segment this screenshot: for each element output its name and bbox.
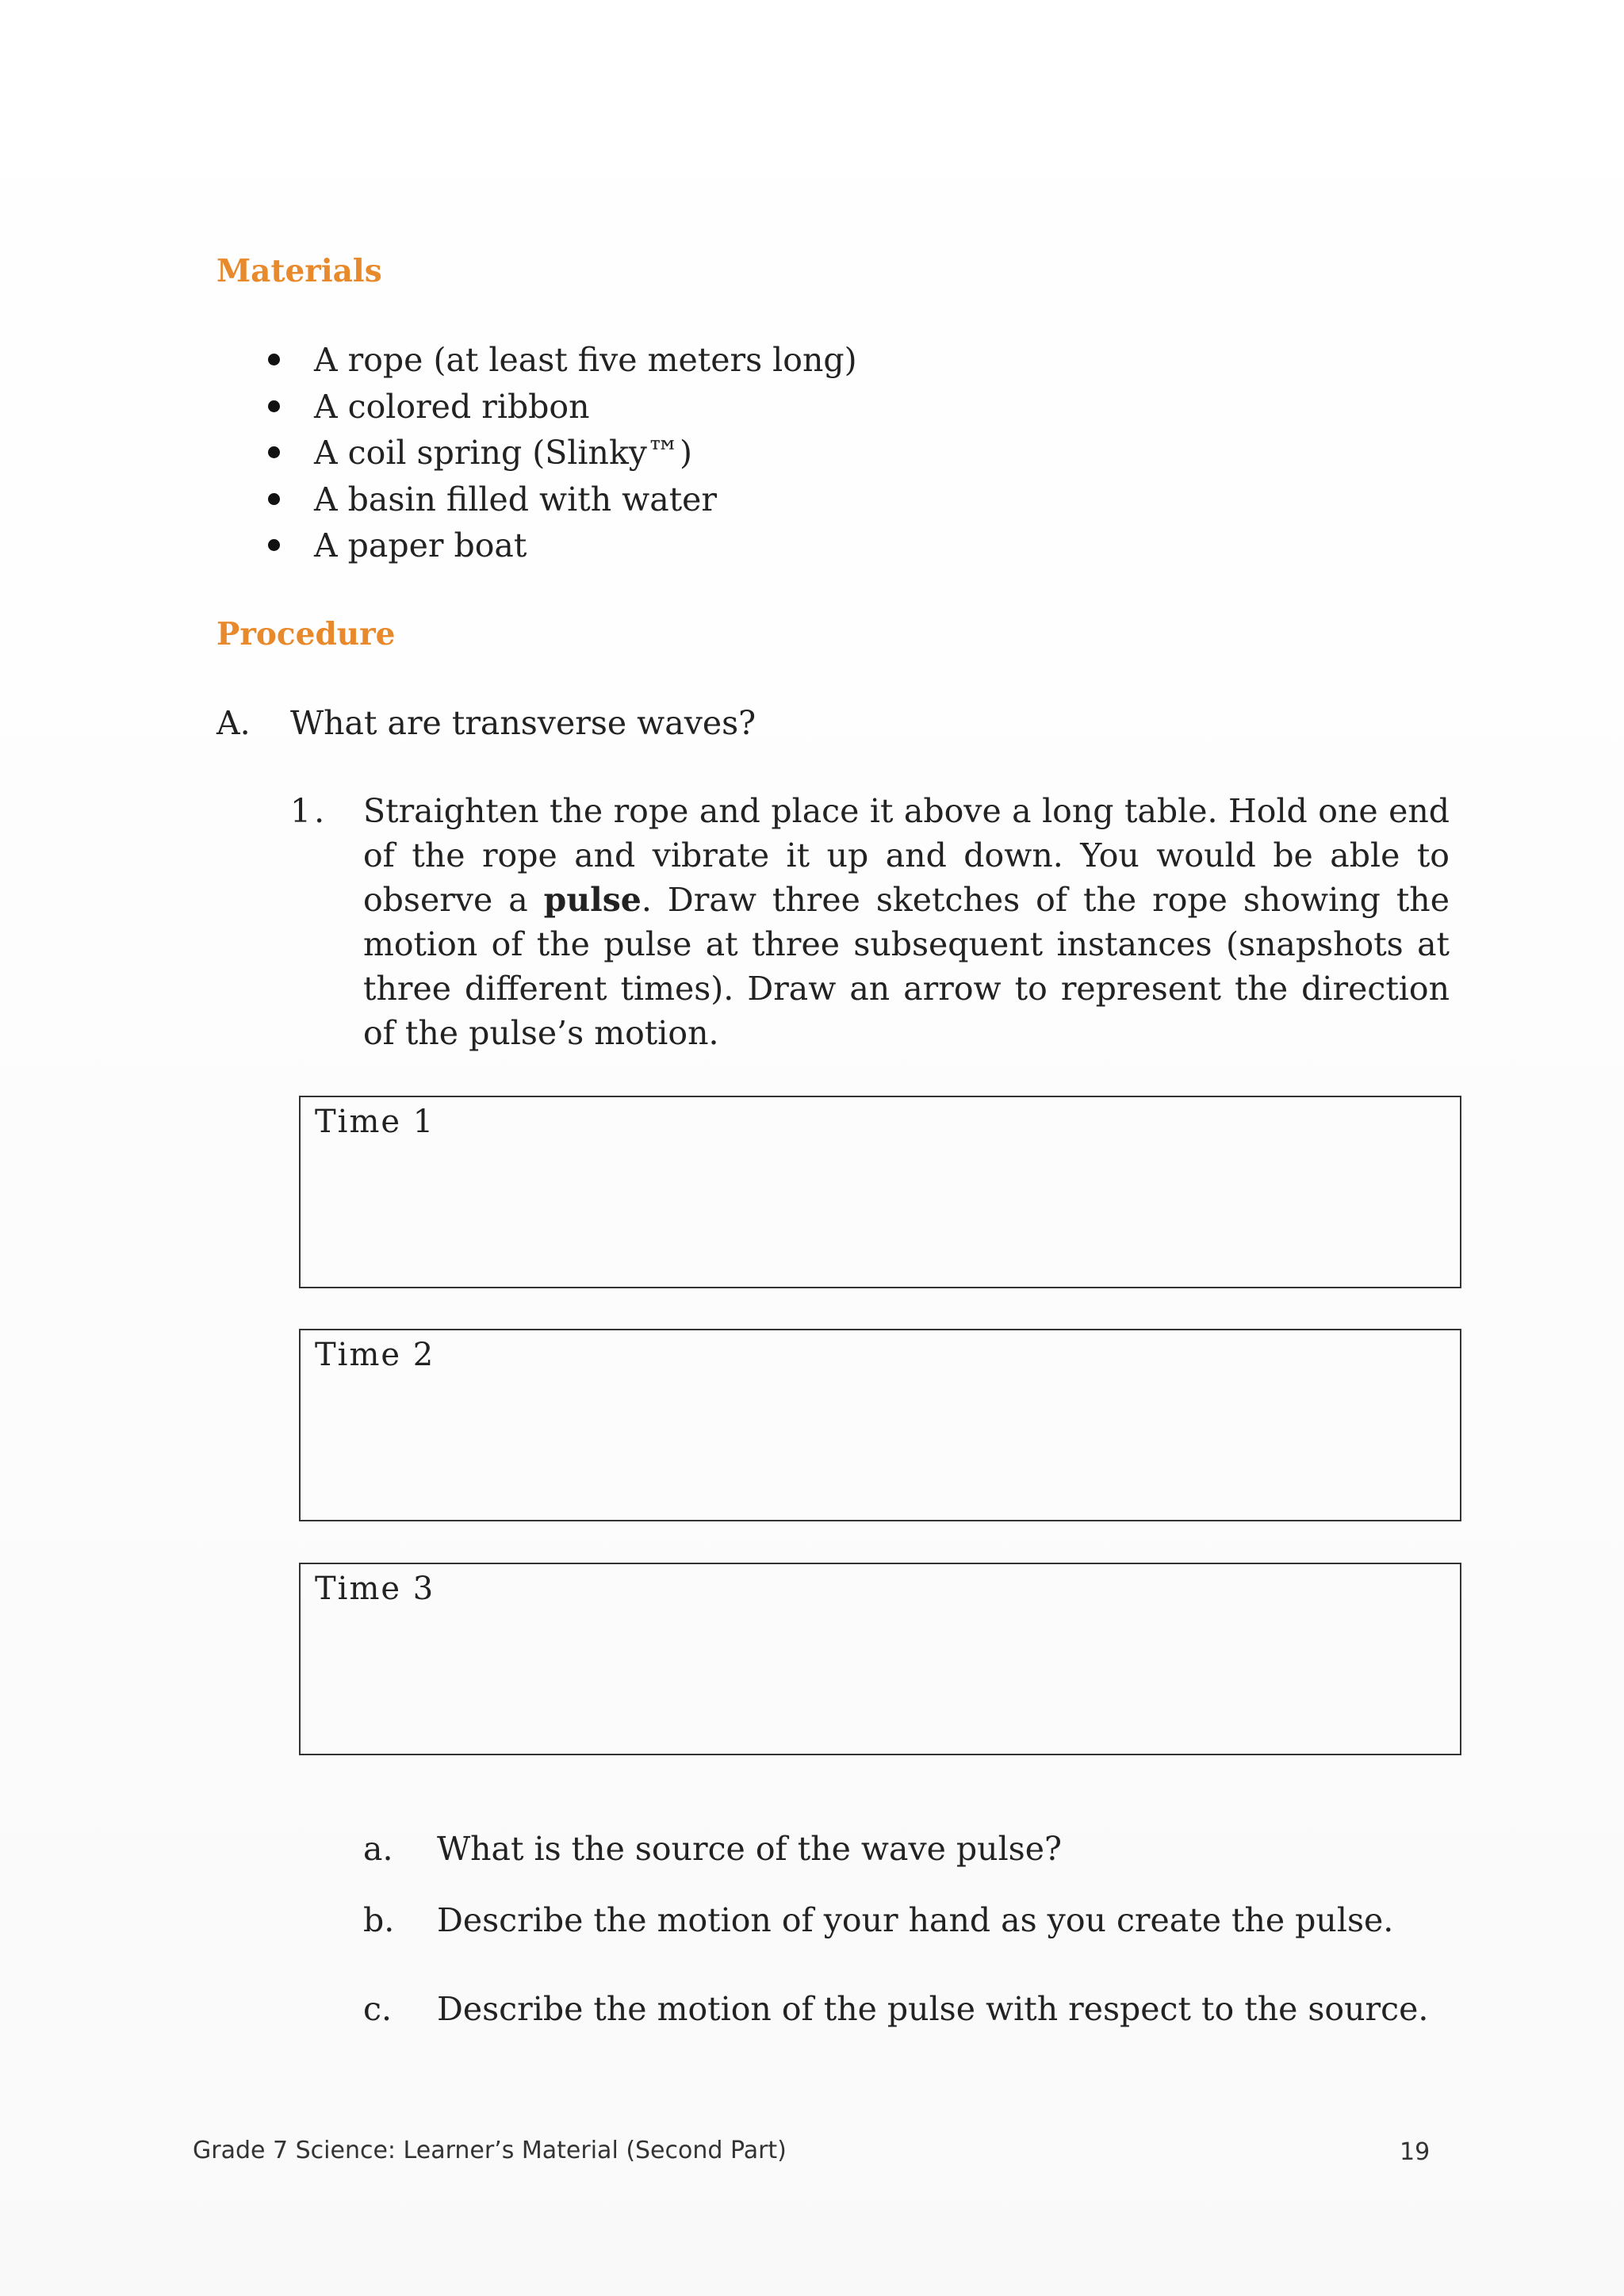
question-c-text: Describe the motion of the pulse with respect to the source.	[437, 1990, 1429, 2028]
question-c-letter: c.	[363, 1990, 392, 2028]
pulse-term: pulse	[543, 881, 642, 919]
bullet-icon	[268, 539, 280, 551]
step-number: 1.	[290, 792, 328, 830]
material-text: A basin filled with water	[314, 480, 718, 519]
bullet-icon	[268, 400, 280, 412]
time-3-box[interactable]	[299, 1563, 1461, 1755]
page-number: 19	[1400, 2138, 1431, 2166]
step-1-paragraph	[363, 789, 1450, 1055]
question-b-text: Describe the motion of your hand as you create the pulse.	[437, 1901, 1394, 1939]
question-a-letter: a.	[363, 1830, 393, 1868]
question-b-letter: b.	[363, 1901, 395, 1939]
material-text: A paper boat	[314, 526, 527, 564]
part-a-title: What are transverse waves?	[290, 704, 756, 742]
time-1-label: Time 1	[315, 1104, 435, 1140]
material-text: A colored ribbon	[314, 387, 590, 426]
question-a-text: What is the source of the wave pulse?	[437, 1830, 1062, 1868]
material-text: A coil spring (Slinky™)	[314, 434, 692, 472]
step-text-end: . Draw three sketches of the rope showing the motion of the pulse at three subsequent instances (snapshots at three different times). Draw an arrow to represent the direction of the pulse’s motion.	[363, 881, 1450, 1052]
bullet-icon	[268, 354, 280, 365]
materials-heading: Materials	[216, 253, 382, 289]
footer-title: Grade 7 Science: Learner’s Material (Second Part)	[193, 2137, 787, 2164]
step-text-start: Straighten the rope and place it above a long table. Hold one end of the rope and vibrate it up and down. You would be able to observe a	[363, 792, 1450, 919]
time-2-box[interactable]	[299, 1329, 1461, 1521]
bullet-icon	[268, 493, 280, 505]
bullet-icon	[268, 446, 280, 458]
time-3-label: Time 3	[315, 1571, 435, 1607]
part-a-letter: A.	[216, 704, 251, 742]
material-text: A rope (at least five meters long)	[314, 341, 857, 379]
time-1-box[interactable]	[299, 1096, 1461, 1288]
procedure-heading: Procedure	[216, 616, 396, 652]
time-2-label: Time 2	[315, 1337, 435, 1373]
